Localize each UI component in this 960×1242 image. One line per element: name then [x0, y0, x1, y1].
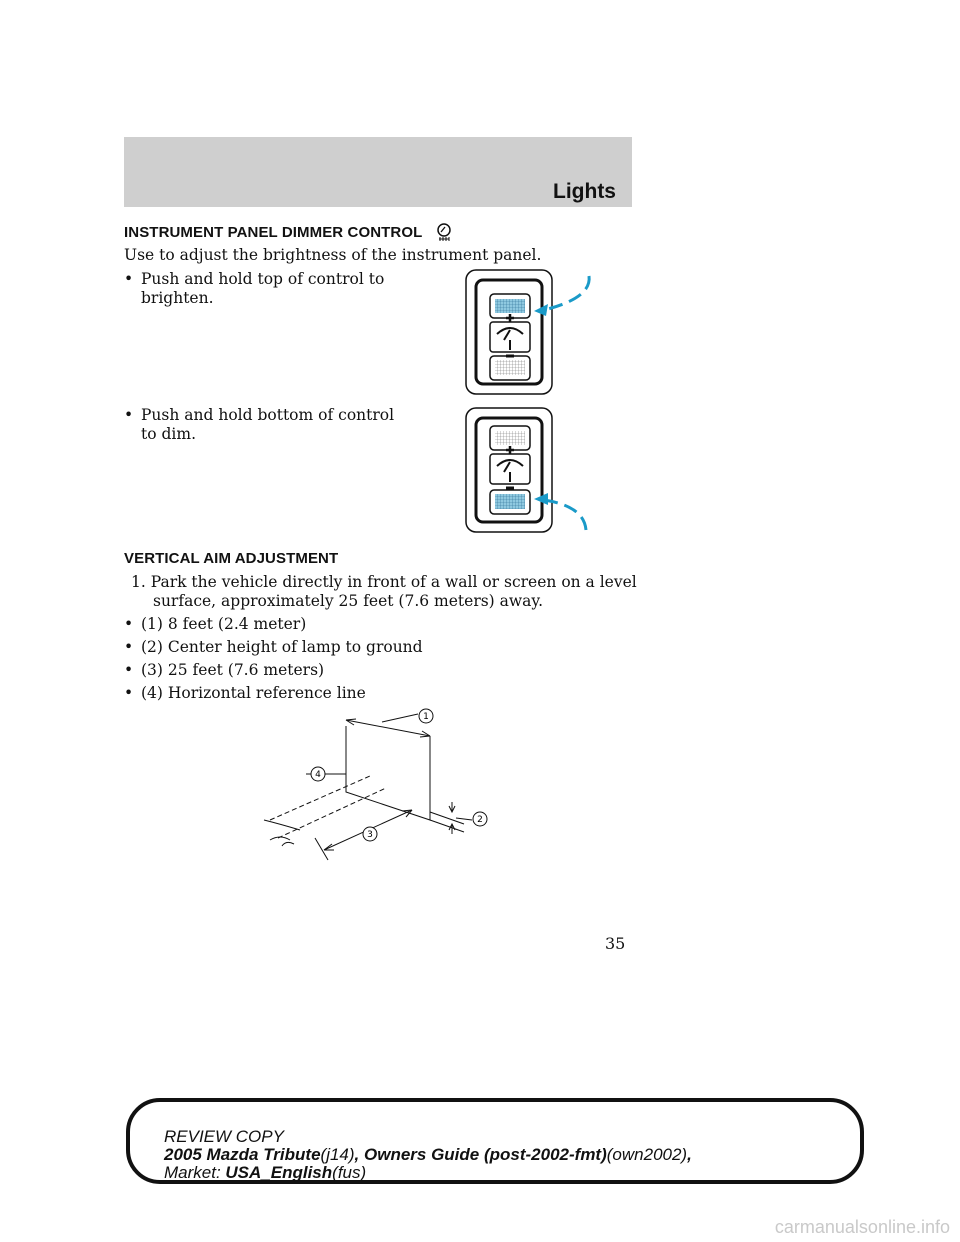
bullet-brighten-line2: brighten.	[141, 289, 214, 307]
heading-dimmer-control: INSTRUMENT PANEL DIMMER CONTROL	[124, 224, 423, 241]
review-copy-product: 2005 Mazda Tribute(j14), Owners Guide (post-2002-fmt)(own2002),	[164, 1145, 692, 1164]
callout-2: 2	[477, 815, 483, 825]
review-copy-label: REVIEW COPY	[164, 1127, 284, 1146]
section-header-bar	[124, 137, 632, 207]
bullet-dot: •	[124, 615, 134, 633]
list-item: (3) 25 feet (7.6 meters)	[141, 661, 325, 679]
bullet-dim-line2: to dim.	[141, 425, 196, 443]
bullet-dot: •	[124, 684, 134, 702]
intro-text: Use to adjust the brightness of the instrument panel.	[124, 246, 542, 264]
bullet-dot: •	[124, 270, 134, 288]
review-copy-market: Market: USA_English(fus)	[164, 1163, 367, 1182]
heading-vertical-aim: VERTICAL AIM ADJUSTMENT	[124, 550, 339, 567]
bullet-dim-line1: Push and hold bottom of control	[141, 406, 395, 424]
bullet-dot: •	[124, 406, 134, 424]
callout-3: 3	[367, 830, 373, 840]
callout-1: 1	[423, 712, 429, 722]
callout-4: 4	[315, 770, 321, 780]
section-title: Lights	[553, 180, 616, 203]
dash-light-icon	[434, 222, 454, 242]
list-item: (2) Center height of lamp to ground	[141, 638, 423, 656]
dimmer-switch-dim-illustration	[464, 406, 604, 536]
watermark: carmanualsonline.info	[774, 1217, 950, 1237]
step-1-line1: 1. Park the vehicle directly in front of a wall or screen on a level	[131, 573, 637, 591]
bullet-dot: •	[124, 638, 134, 656]
bullet-brighten-line1: Push and hold top of control to	[141, 270, 385, 288]
dimmer-switch-brighten-illustration	[464, 268, 604, 398]
step-1-line2: surface, approximately 25 feet (7.6 meters) away.	[153, 592, 544, 610]
list-item: (4) Horizontal reference line	[141, 684, 366, 702]
bullet-dot: •	[124, 661, 134, 679]
list-item: (1) 8 feet (2.4 meter)	[141, 615, 307, 633]
page-number: 35	[605, 934, 626, 953]
headlamp-aim-diagram	[260, 700, 520, 870]
